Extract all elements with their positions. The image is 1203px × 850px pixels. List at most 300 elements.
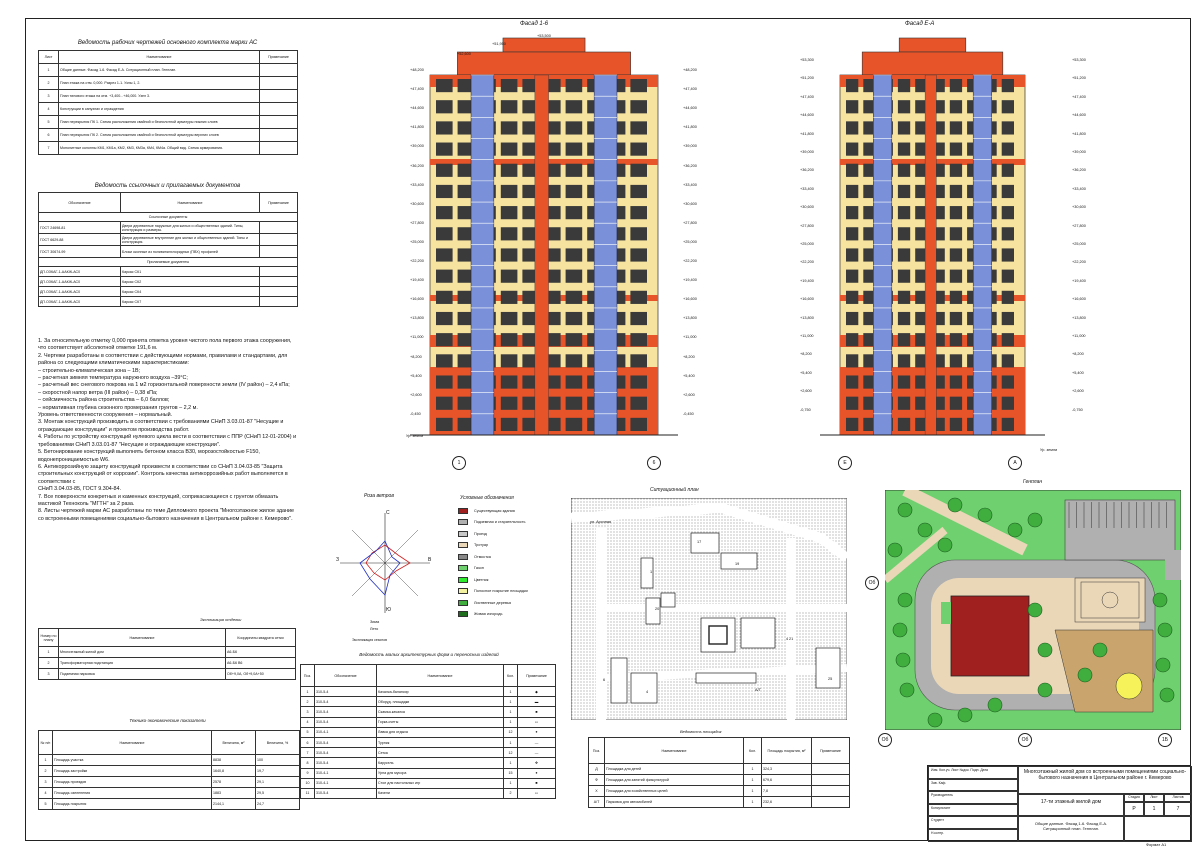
left-elevation-mark: +5,400 [410, 373, 422, 378]
ground-label-left: Ур. земли [406, 434, 424, 438]
right-elevation-mark: +16,600 [1072, 297, 1086, 302]
glazing-column [973, 75, 992, 435]
sheet-list-row-cell: 7 [39, 142, 59, 155]
window [436, 143, 453, 156]
site-plan-title: Ситуационный план [650, 487, 699, 493]
left-elevation-mark: +25,000 [410, 239, 424, 244]
stamp-role-cell: Студент [928, 816, 1018, 829]
window [950, 333, 962, 346]
mf-list-row-cell: ◆ [518, 687, 556, 697]
window [1002, 354, 1014, 367]
left-elevation-mark: +48,200 [410, 68, 424, 72]
mf-list-row-cell: 9 [301, 768, 315, 778]
tech-econ-row-cell: 100 [256, 755, 300, 766]
genplan-tree [1028, 513, 1042, 527]
genplan-tree [893, 623, 907, 637]
window [898, 418, 910, 431]
window [1002, 206, 1014, 219]
site-project-building [709, 626, 727, 644]
tech-econ-row-cell: 5 [39, 799, 53, 810]
window [566, 270, 583, 283]
window [501, 291, 518, 304]
tech-econ-row-cell: 4 [39, 788, 53, 799]
window [950, 291, 962, 304]
sites-list-row [589, 797, 850, 808]
note-line: Уровень ответственности сооружения – нормальный. [38, 412, 173, 419]
window [501, 354, 518, 367]
tech-econ-row [39, 788, 300, 799]
left-elevation-mark: +33,400 [410, 182, 424, 187]
window [1002, 418, 1014, 431]
stamp-role-cell: Консультант [928, 804, 1018, 817]
sites-list-row-cell: Х [589, 786, 605, 797]
refs-list-row-cell: Каркас СК4 [121, 287, 260, 297]
refs-list-row-cell: ДП.ОЗКАГ-1-ААКЖ-АС0 [39, 277, 121, 287]
tech-econ-row-cell: 1640,8 [212, 766, 256, 777]
left-elevation-mark: +25,000 [683, 239, 697, 244]
window [566, 397, 583, 410]
mf-list-row-cell: 310-5-4 [315, 687, 377, 697]
table-section-header: Прилагаемые документы [39, 258, 298, 267]
axis-e-marker: Е [838, 456, 852, 470]
finish-list-row-cell: Трансформаторная подстанция [59, 658, 226, 669]
mf-list-row-cell: 310-5-4 [315, 717, 377, 727]
left-elevation-mark: +44,600 [683, 106, 697, 111]
left-elevation-mark: +11,000 [683, 335, 697, 340]
sites-list-title: Ведомость площадок [680, 729, 722, 734]
wind-e-label: В [428, 557, 432, 563]
tech-econ-row-cell: 1883 [212, 788, 256, 799]
genplan-tree [1160, 688, 1174, 702]
sites-list-row-cell: А/Т [589, 797, 605, 808]
genplan-axis-3: Об [865, 576, 879, 590]
window [501, 79, 518, 92]
refs-list-row [39, 297, 298, 307]
tech-econ-row-cell: 19,7 [256, 766, 300, 777]
window [898, 79, 910, 92]
window [846, 185, 858, 198]
mf-list-row-cell: 310-5-4 [315, 697, 377, 707]
window [501, 333, 518, 346]
window [846, 121, 858, 134]
right-elevation-mark: +5,400 [800, 370, 812, 375]
left-elevation-mark: +41,800 [683, 125, 697, 130]
tech-econ-row [39, 755, 300, 766]
legend-item [458, 505, 578, 517]
site-building-number: 25 [828, 677, 833, 681]
left-elevation-mark: +33,400 [683, 182, 697, 187]
sheet-list-row-cell [260, 129, 298, 142]
window [436, 354, 453, 367]
refs-list-row-cell: Двери деревянные внутренние для жилых и общественных зданий. Типы и конструкция. [121, 234, 260, 246]
window [630, 143, 647, 156]
note-line: – расчетный вес снегового покрова на 1 м2 горизонтальной поверхности земли (IV район) – 2,4 кПа; [38, 382, 290, 389]
sheet-format: Формат А1 [1146, 842, 1167, 847]
genplan-road-exit [1165, 550, 1181, 580]
genplan-tree [900, 683, 914, 697]
right-elevation-mark: +44,600 [1072, 113, 1086, 118]
sheet-list-row-cell: План типового этажа на отм. +3,400...+46,000. Узел 3. [59, 90, 260, 103]
mf-list-row-cell: 15 [504, 768, 518, 778]
left-elevation-mark: +16,600 [410, 297, 424, 302]
site-building [696, 673, 756, 683]
roof-crown [899, 38, 966, 52]
window [898, 100, 910, 113]
stamp-role-cell: Руководитель [928, 791, 1018, 804]
window [846, 375, 858, 388]
window [566, 185, 583, 198]
facade-right-drawing [790, 30, 1110, 470]
sheet-list-row-cell [260, 116, 298, 129]
refs-list-row [39, 222, 298, 234]
note-line: СНиП 3.04.03-85, ГОСТ 9.304-84. [38, 486, 122, 493]
mf-list-row-cell: 5 [301, 727, 315, 737]
mf-list-row-cell: Оборуд. площадки [377, 697, 504, 707]
refs-list-row [39, 277, 298, 287]
window [950, 375, 962, 388]
window [501, 418, 518, 431]
table-section-header: Ссылочные документы [39, 213, 298, 222]
window [950, 164, 962, 177]
note-line: – сейсмичность района строительства – 6,0 баллов; [38, 397, 170, 404]
window [950, 270, 962, 283]
left-elevation-mark: +44,600 [410, 106, 424, 111]
mf-list-title: Ведомость малых архитектурных форм и переносных изделий [359, 652, 499, 657]
roof-crown [503, 38, 585, 52]
left-elevation-mark: +27,800 [410, 220, 424, 225]
right-elevation-mark: +39,000 [1072, 150, 1086, 154]
window [501, 375, 518, 388]
legend-swatch [458, 611, 468, 617]
window [846, 397, 858, 410]
sites-list-row [589, 775, 850, 786]
sites-list-row-cell: 1 [744, 797, 762, 808]
genplan-tree [1038, 643, 1052, 657]
mf-list-row-cell: Качели [377, 788, 504, 798]
note-line: 2. Чертежи разработаны в соответствии с действующими нормами, правилами и стандартами, для района со следующими климатическими характеристиками: [38, 352, 288, 367]
top-mark-left-3: +52,600 [457, 52, 471, 56]
window [566, 121, 583, 134]
window [501, 100, 518, 113]
tech-econ-row-cell: 2144,1 [212, 799, 256, 810]
window [436, 418, 453, 431]
left-elevation-mark: +30,600 [683, 201, 697, 206]
window [846, 227, 858, 240]
window [846, 164, 858, 177]
tech-econ-row [39, 777, 300, 788]
sites-list-row-cell [812, 775, 850, 786]
window [846, 270, 858, 283]
genplan-tree [898, 593, 912, 607]
legend-title: Условные обозначения [460, 495, 514, 501]
site-building-number: 17 [697, 540, 702, 544]
central-stack [535, 75, 549, 435]
left-elevation-mark: +36,200 [683, 163, 697, 168]
mf-list-row-cell: Сетка [377, 748, 504, 758]
window [1002, 100, 1014, 113]
sheet-list-table: Лист Наименование Примечание 1 Общие данные. Фасад 1-6. Фасад Е-А. Ситуационный план. Генплан. 2 План этажа на отм. 0,000. Разрез 1-1. Узлы 1, 2. 3 План типового этажа на отм. +3,400...+46,000. Узел 3. 4 Конструкции в санузлах и ограждения 5 План перекрытия ПК 1. Схема расположения свайной и беспилотной арматуры нижних слоев 6 План перекрытия ПК 2. Схема расположения свайной и беспилотной арматуры верхних слоев 7 Монолитные колонны КМ1, КМ1а, КМ2, КМ3, КМ3а, КМ4, КМ4а. Общий вид. Схема армирования. [38, 50, 298, 155]
right-elevation-mark: +33,400 [1072, 186, 1086, 191]
window [566, 248, 583, 261]
mf-list-row [301, 737, 556, 747]
left-elevation-mark: +5,400 [683, 373, 695, 378]
window [436, 397, 453, 410]
sheet-list-row-cell: План этажа на отм. 0,000. Разрез 1-1. Узлы 1, 2. [59, 77, 260, 90]
refs-list-row-cell [260, 234, 298, 246]
glazing-column [873, 75, 892, 435]
window [898, 185, 910, 198]
window [898, 248, 910, 261]
right-elevation-mark: +25,000 [800, 242, 814, 246]
left-elevation-mark: +19,400 [410, 278, 424, 283]
window [630, 397, 647, 410]
sheet-list-row [39, 142, 298, 155]
wind-n-label: С [386, 510, 390, 516]
window [846, 100, 858, 113]
site-building-number: 6 [603, 678, 606, 682]
genplan-title: Генплан [1023, 479, 1043, 485]
axis-a-marker: А [1008, 456, 1022, 470]
sites-list-row-cell: 1 [744, 786, 762, 797]
mf-list-row-cell: 6 [301, 737, 315, 747]
legend-label: Живая изгородь [474, 612, 503, 617]
legend-item [458, 517, 578, 529]
genplan-tree [918, 523, 932, 537]
window [630, 291, 647, 304]
window [898, 354, 910, 367]
sheet-list-row-cell [260, 90, 298, 103]
right-elevation-mark: +22,200 [1072, 260, 1086, 265]
sheet-list-row [39, 90, 298, 103]
sites-list-row-cell: 324,3 [762, 764, 812, 775]
window [630, 270, 647, 283]
central-stack [925, 75, 936, 435]
legend-swatch [458, 577, 468, 583]
window [630, 418, 647, 431]
mf-list-row-cell: Скамья-качалка [377, 707, 504, 717]
right-elevation-mark: +51,200 [800, 76, 814, 81]
site-building [741, 618, 775, 648]
tech-econ-title: Технико-экономические показатели [129, 718, 206, 723]
finish-list-row-cell: 3 [39, 669, 59, 680]
refs-list-row-cell [260, 297, 298, 307]
sheet-list-row-cell: 1 [39, 64, 59, 77]
legend-label: Полосное покрытие площадки [474, 589, 528, 594]
genplan-axis-4: 1Б [1158, 733, 1172, 747]
sites-list-row [589, 764, 850, 775]
window [1002, 291, 1014, 304]
sheet-list-row [39, 116, 298, 129]
window [846, 206, 858, 219]
genplan-tree [928, 713, 942, 727]
window [950, 143, 962, 156]
sites-list-row-cell [812, 786, 850, 797]
refs-list-row-cell [260, 267, 298, 277]
legend-swatch [458, 600, 468, 606]
mf-list-row-cell: Стол для настольных игр [377, 778, 504, 788]
genplan-tree [1158, 623, 1172, 637]
wind-winter-label: Зима [370, 620, 380, 624]
sheet-list-row-cell: 2 [39, 77, 59, 90]
mf-list-row-cell: 11 [301, 788, 315, 798]
tech-econ-row-cell: 2578 [212, 777, 256, 788]
note-line: – нормативная глубина сезонного промерзания грунтов – 2,2 м. [38, 404, 198, 411]
window [566, 164, 583, 177]
window [898, 375, 910, 388]
sites-list-row-cell: Площадка для детей [605, 764, 744, 775]
mf-list-row [301, 697, 556, 707]
mf-list-row [301, 687, 556, 697]
tech-econ-row-cell: Площадь покрытия [53, 799, 212, 810]
window [436, 206, 453, 219]
legend-item [458, 540, 578, 552]
mf-list-row-cell: 1 [504, 758, 518, 768]
stamp-sheets: 7 [1164, 802, 1192, 816]
left-elevation-mark: +47,400 [410, 87, 424, 92]
window [950, 418, 962, 431]
mf-list-row [301, 748, 556, 758]
mf-list-row [301, 768, 556, 778]
mf-list-row-cell: 3 [301, 707, 315, 717]
tech-econ-row [39, 799, 300, 810]
right-elevation-mark: +8,200 [1072, 352, 1084, 357]
genplan-tree [1093, 643, 1107, 657]
genplan-tree [898, 503, 912, 517]
window [566, 333, 583, 346]
right-elevation-mark: +19,400 [1072, 278, 1086, 283]
title-block [927, 765, 1191, 841]
left-elevation-mark: +8,200 [410, 354, 422, 359]
stamp-role-cell: Изм. Кол.уч. Лист №док. Подп. Дата [928, 766, 1018, 779]
mf-list-row-cell: 8 [301, 758, 315, 768]
mf-list-row [301, 727, 556, 737]
site-street-label: ул. Арочная [590, 520, 612, 524]
refs-list-row [39, 234, 298, 246]
window [846, 354, 858, 367]
mf-list-row-cell: Турник [377, 737, 504, 747]
mf-list-row-cell: 1 [504, 687, 518, 697]
right-elevation-mark: +2,600 [1072, 389, 1084, 394]
legend-swatch [458, 508, 468, 514]
mf-list-row-cell: 1 [504, 707, 518, 717]
sites-list-row-cell: 1 [744, 775, 762, 786]
wind-summer-label: Лето [370, 627, 379, 631]
window [898, 164, 910, 177]
sheet-list-row [39, 77, 298, 90]
genplan-building [951, 596, 1029, 676]
window [630, 206, 647, 219]
sites-list-row-cell [812, 797, 850, 808]
sheet-list-row-cell: План перекрытия ПК 2. Схема расположения свайной и беспилотной арматуры верхних слоев [59, 129, 260, 142]
window [436, 121, 453, 134]
genplan [885, 490, 1181, 730]
right-elevation-mark: -0,750 [800, 407, 811, 412]
mf-list-row-cell: 12 [504, 727, 518, 737]
genplan-parking [1065, 500, 1175, 560]
left-elevation-mark: +11,000 [410, 335, 424, 340]
right-elevation-mark: +44,600 [800, 113, 814, 118]
roof-parapet [457, 52, 630, 75]
right-elevation-mark: +33,400 [800, 186, 814, 191]
finish-list-title: Экспликация отделки [200, 617, 242, 622]
right-elevation-mark: +39,000 [800, 150, 814, 154]
refs-list-row-cell: Каркас СК1 [121, 267, 260, 277]
sheet-list-row-cell [260, 77, 298, 90]
mf-list-row-cell: ▭ [518, 717, 556, 727]
site-building-number: 19 [735, 562, 740, 566]
legend-item [458, 597, 578, 609]
legend-swatch [458, 565, 468, 571]
refs-list-row-cell: Блоки оконные из поливинилхлоридных (ПВХ) профилей [121, 246, 260, 258]
top-mark-left-2: +51,950 [492, 42, 506, 46]
left-elevation-mark: +41,800 [410, 125, 424, 130]
site-building [661, 593, 675, 607]
mf-list-row-cell: Качалка-балансир [377, 687, 504, 697]
facade-left-title: Фасад 1-6 [520, 21, 549, 27]
window [950, 312, 962, 325]
mf-list-row-cell: 1 [504, 697, 518, 707]
legend-label: Существующая здания [474, 508, 515, 513]
mf-list-row [301, 717, 556, 727]
sheet-list-row-cell: Общие данные. Фасад 1-6. Фасад Е-А. Ситуационный план. Генплан. [59, 64, 260, 77]
tech-econ-row-cell: 24,7 [256, 799, 300, 810]
finish-list-row-cell: Об+9,0А, Об+9,0А+50 [226, 669, 296, 680]
sites-list-row-cell: 1 [744, 764, 762, 775]
legend-label: Отмостка [474, 554, 491, 559]
window [630, 375, 647, 388]
window [501, 248, 518, 261]
genplan-axis-2: Об [1018, 733, 1032, 747]
left-elevation-mark: +27,800 [683, 220, 697, 225]
sheet-list-row [39, 103, 298, 116]
site-building-number: А/Т [755, 688, 761, 692]
window [436, 185, 453, 198]
sheet-list-row-cell: Конструкции в санузлах и ограждения [59, 103, 260, 116]
sites-list-row-cell: 232,6 [762, 797, 812, 808]
genplan-tree [988, 698, 1002, 712]
window [1002, 164, 1014, 177]
mf-list-row-cell: ✥ [518, 758, 556, 768]
right-elevation-mark: +41,800 [800, 131, 814, 136]
window [950, 121, 962, 134]
tech-econ-row-cell: 29,1 [256, 777, 300, 788]
tech-econ-table: № п/п Наименование Величина, м² Величина, % 1 Площадь участка 8838 100 2 Площадь застройки 1640,8 19,7 3 Площадь проездов 2578 29,1 4 Площадь озеленения 1883 29,5 5 Площадь покрытия 2144,1 24,7 [38, 730, 300, 810]
window [436, 312, 453, 325]
stamp-org [1124, 816, 1192, 842]
window [898, 270, 910, 283]
window [630, 121, 647, 134]
left-elevation-mark: +13,800 [683, 316, 697, 321]
window [630, 79, 647, 92]
note-line: 3. Монтаж конструкций производить в соответствии с требованиями СНиП 3.03.01-87 "Несущие и ограждающие конструкции" и проектом производства работ. [38, 419, 284, 433]
window [630, 100, 647, 113]
window [950, 100, 962, 113]
sites-list-row-cell: Парковка для автомобилей [605, 797, 744, 808]
window [950, 397, 962, 410]
note-line: 1. За относительную отметку 0,000 принята отметка уровня чистого пола первого этажа сооружения, что соответствует абсолютной отметке 191,6 м. [38, 338, 292, 352]
window [566, 79, 583, 92]
legend-swatch [458, 542, 468, 548]
window [898, 291, 910, 304]
roof-parapet [862, 52, 1003, 75]
right-elevation-mark: +13,800 [1072, 315, 1086, 320]
legend-swatch [458, 554, 468, 560]
site-building-number: 21 [789, 637, 794, 641]
right-elevation-mark: +36,200 [800, 168, 814, 173]
window [436, 248, 453, 261]
axis-6-marker: 6 [647, 456, 661, 470]
left-elevation-mark: +39,000 [683, 144, 697, 149]
